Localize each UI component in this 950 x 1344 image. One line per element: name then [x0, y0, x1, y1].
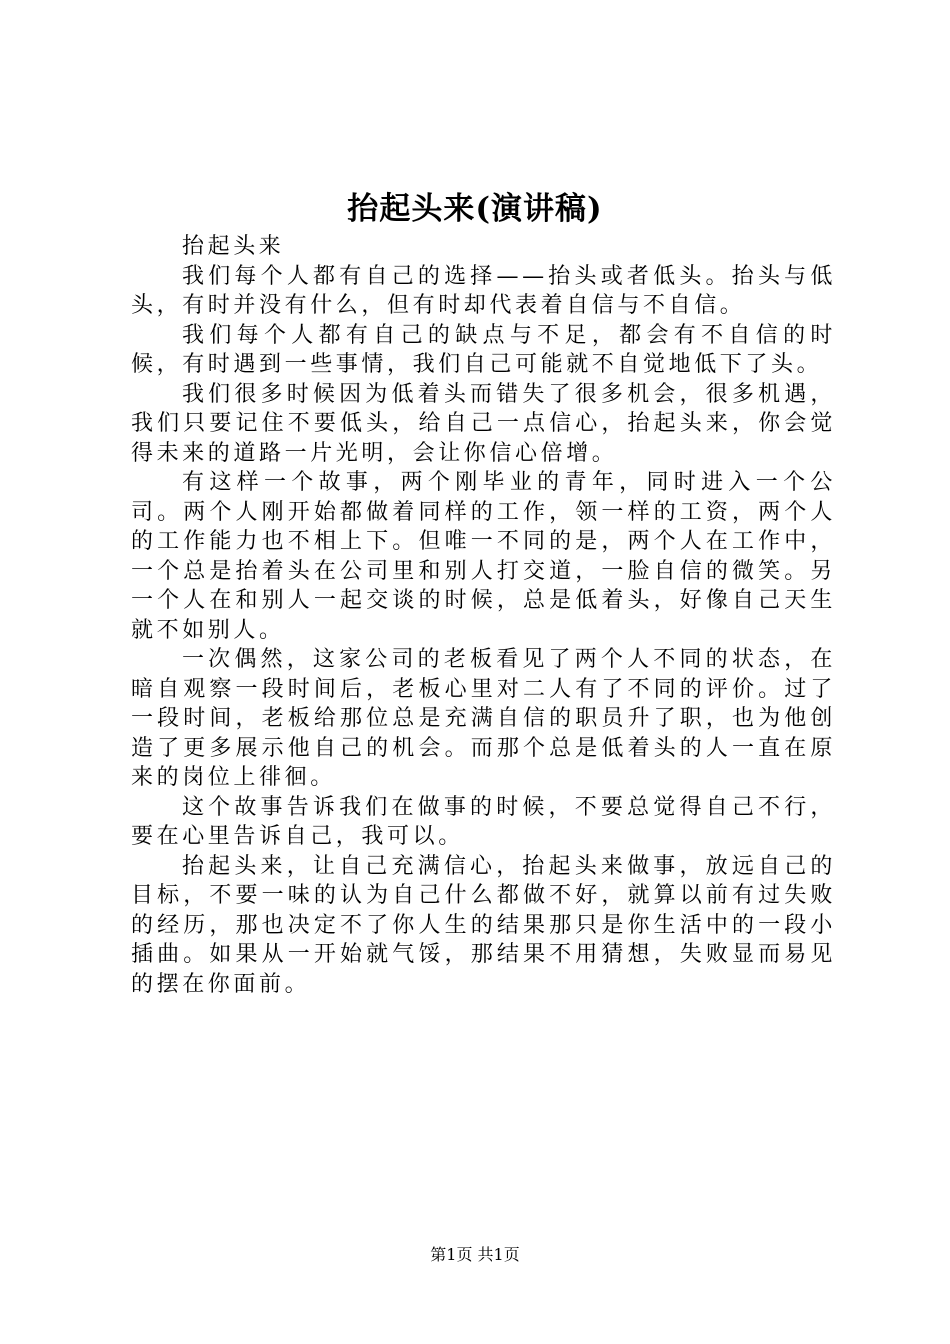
paragraph: 这个故事告诉我们在做事的时候，不要总觉得自己不行，要在心里告诉自己，我可以。	[131, 794, 836, 849]
page-number-footer: 第1页 共1页	[430, 1245, 520, 1264]
paragraph: 抬起头来，让自己充满信心，抬起头来做事，放远自己的目标，不要一味的认为自己什么都做不好，就算以前有过失败的经历，那也决定不了你人生的结果那只是你生活中的一段小插曲。如果从一开始就气馁，那结果不用猜想，失败显而易见的摆在你面前。	[131, 853, 836, 997]
paragraph: 我们每个人都有自己的缺点与不足，都会有不自信的时候，有时遇到一些事情，我们自己可能就不自觉地低下了头。	[131, 322, 836, 377]
paragraph-subtitle: 抬起头来	[182, 234, 285, 259]
paragraph: 有这样一个故事，两个刚毕业的青年，同时进入一个公司。两个人刚开始都做着同样的工作，领一样的工资，两个人的工作能力也不相上下。但唯一不同的是，两个人在工作中，一个总是抬着头在公司里和别人打交道，一脸自信的微笑。另一个人在和别人一起交谈的时候，总是低着头，好像自己天生就不如别人。	[131, 470, 836, 643]
document-body	[131, 232, 836, 999]
paragraph: 我们每个人都有自己的选择——抬头或者低头。抬头与低头，有时并没有什么，但有时却代表着自信与不自信。	[131, 263, 836, 318]
document-title: 抬起头来(演讲稿)	[347, 191, 603, 227]
paragraph: 一次偶然，这家公司的老板看见了两个人不同的状态，在暗自观察一段时间后，老板心里对二人有了不同的评价。过了一段时间，老板给那位总是充满自信的职员升了职，也为他创造了更多展示他自己的机会。而那个总是低着头的人一直在原来的岗位上徘徊。	[131, 647, 836, 790]
paragraph: 我们很多时候因为低着头而错失了很多机会，很多机遇，我们只要记住不要低头，给自己一点信心，抬起头来，你会觉得未来的道路一片光明，会让你信心倍增。	[131, 381, 836, 466]
